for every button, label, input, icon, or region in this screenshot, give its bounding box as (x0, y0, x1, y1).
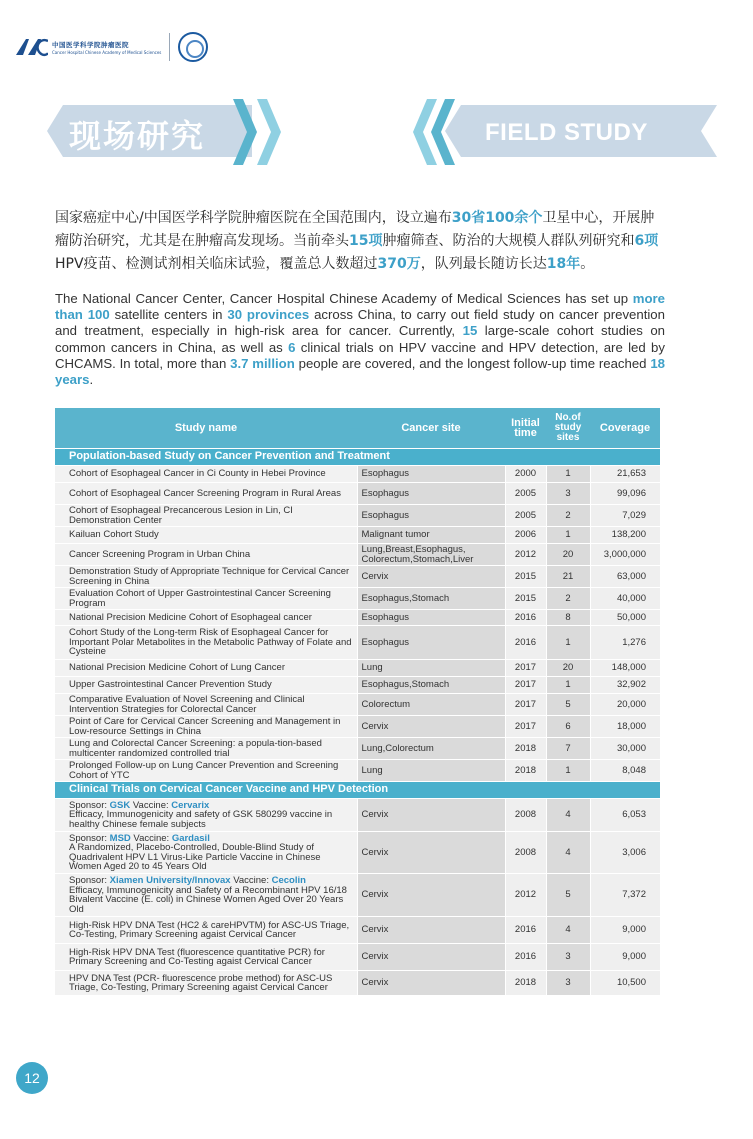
initial-time-cell: 2015 (505, 566, 546, 588)
study-name: Cohort of Esophageal Cancer in Ci County in Hebei Province (69, 468, 326, 480)
study-name: Efficacy, Immunogenicity and Safety of a Recombinant HPV 16/18 Bivalent Vaccine (E. coli) in Chinese Women Aged Over 20 Years Old (69, 884, 347, 915)
study-sites-cell: 1 (546, 760, 590, 782)
study-sites-cell: 5 (546, 694, 590, 716)
initial-time-cell: 2016 (505, 610, 546, 626)
coverage-cell: 3,006 (590, 832, 660, 874)
table-row (55, 716, 660, 738)
institution-logo-icon (14, 37, 48, 57)
study-sites-cell: 20 (546, 544, 590, 566)
study-sites-cell: 21 (546, 566, 590, 588)
vaccine-label: Vaccine: (130, 832, 172, 844)
study-name: Cohort of Esophageal Precancerous Lesion in Lin, CI Demonstration Center (69, 505, 293, 526)
chevron-right-icon (257, 99, 281, 165)
cancer-site-cell: Cervix (357, 799, 505, 832)
study-name: Upper Gastrointestinal Cancer Prevention Study (69, 679, 272, 691)
table-row (55, 483, 660, 505)
study-name-cell (55, 626, 357, 660)
study-name-cell (55, 971, 357, 996)
cancer-site-cell: Esophagus (357, 505, 505, 527)
intro-paragraph-cn: 国家癌症中心/中国医学科学院肿瘤医院在全国范围内，设立遍布30省100余个卫星中心，开展肿瘤防治研究，尤其是在肿瘤高发现场。当前牵头15项肿瘤筛查、防治的大规模人群队列研究和6项HPV疫苗、检测试剂相关临床试验，覆盖总人数超过370万，队列最长随访长达18年。 (55, 210, 659, 272)
study-name: Demonstration Study of Appropriate Technique for Cervical Cancer Screening in China (69, 566, 350, 587)
study-sites-cell: 8 (546, 610, 590, 626)
header-study-name: Study name (55, 408, 357, 449)
table-row (55, 971, 660, 996)
vaccine-name: Cecolin (271, 875, 306, 886)
section-population-based-title: Population-based Study on Cancer Prevention and Treatment (55, 449, 660, 466)
cancer-site-cell: Cervix (357, 566, 505, 588)
cancer-site-cell: Esophagus,Stomach (357, 677, 505, 694)
initial-time-cell: 2005 (505, 505, 546, 527)
study-sites-cell: 3 (546, 483, 590, 505)
study-name: A Randomized, Placebo-Controlled, Double-Blind Study of Quadrivalent HPV L1 Virus-Like Particle Vaccine in Chinese Women Aged 20 to 45 Years Old (69, 842, 321, 872)
table-row (55, 874, 660, 917)
chevron-right-icon (233, 99, 257, 165)
table-row (55, 738, 660, 760)
study-name: High-Risk HPV DNA Test (fluorescence quantitative PCR) for Primary Screening and Co-Testing agaist Cervical Cancer (69, 946, 325, 967)
sponsor-name: MSD (109, 832, 131, 844)
study-sites-cell: 4 (546, 799, 590, 832)
initial-time-cell: 2015 (505, 588, 546, 610)
logo-name-cn: 中国医学科学院肿瘤医院 (52, 40, 129, 49)
table-row (55, 566, 660, 588)
section-clinical-trials-title: Clinical Trials on Cervical Cancer Vaccine and HPV Detection (55, 782, 660, 799)
initial-time-cell: 2016 (505, 917, 546, 944)
cancer-site-cell: Lung (357, 660, 505, 677)
logo-name-en: Cancer Hospital Chinese Academy of Medical Sciences (52, 49, 162, 55)
table-row (55, 917, 660, 944)
study-name-cell (55, 716, 357, 738)
study-name-cell (55, 544, 357, 566)
cancer-site-cell: Cervix (357, 971, 505, 996)
table-row (55, 626, 660, 660)
coverage-cell: 99,096 (590, 483, 660, 505)
study-name-cell (55, 760, 357, 782)
study-name-cell (55, 677, 357, 694)
initial-time-cell: 2018 (505, 760, 546, 782)
study-name-cell (55, 738, 357, 760)
study-sites-cell: 4 (546, 917, 590, 944)
study-name: Cohort Study of the Long-term Risk of Esophageal Cancer for Important Polar Metabolites in the Metabolic Pathway of Folate and Cysteine (69, 627, 352, 658)
cancer-site-cell: Esophagus (357, 466, 505, 483)
study-name: Comparative Evaluation of Novel Screening and Clinical Intervention Strategies for Colorectal Cancer (69, 694, 305, 715)
cancer-site-cell: Cervix (357, 716, 505, 738)
header-initial-time: Initial time (505, 408, 546, 449)
coverage-cell: 7,372 (590, 874, 660, 917)
hospital-seal-icon (178, 32, 208, 62)
table-row (55, 799, 660, 832)
initial-time-cell: 2008 (505, 832, 546, 874)
initial-time-cell: 2017 (505, 716, 546, 738)
initial-time-cell: 2008 (505, 799, 546, 832)
logo-divider (169, 33, 170, 61)
initial-time-cell: 2005 (505, 483, 546, 505)
initial-time-cell: 2000 (505, 466, 546, 483)
study-name-cell (55, 832, 357, 874)
study-sites-cell: 1 (546, 677, 590, 694)
study-name-cell (55, 566, 357, 588)
cancer-site-cell: Cervix (357, 874, 505, 917)
study-name-cell (55, 527, 357, 544)
initial-time-cell: 2018 (505, 971, 546, 996)
coverage-cell: 63,000 (590, 566, 660, 588)
study-name-cell (55, 610, 357, 626)
study-name-cell (55, 694, 357, 716)
cancer-site-cell: Lung (357, 760, 505, 782)
coverage-cell: 50,000 (590, 610, 660, 626)
sponsor-label: Sponsor: (69, 799, 110, 811)
cancer-site-cell: Cervix (357, 944, 505, 971)
coverage-cell: 148,000 (590, 660, 660, 677)
study-name-cell (55, 874, 357, 917)
initial-time-cell: 2017 (505, 694, 546, 716)
cancer-site-cell: Cervix (357, 832, 505, 874)
coverage-cell: 21,653 (590, 466, 660, 483)
table-row (55, 944, 660, 971)
coverage-cell: 18,000 (590, 716, 660, 738)
header-logos (14, 30, 208, 64)
coverage-cell: 3,000,000 (590, 544, 660, 566)
coverage-cell: 1,276 (590, 626, 660, 660)
study-name: Lung and Colorectal Cancer Screening: a popula-tion-based multicenter randomized controlled trial (69, 738, 322, 759)
cancer-site-cell: Esophagus (357, 483, 505, 505)
table-row (55, 610, 660, 626)
page-number: 12 (16, 1062, 48, 1094)
cancer-site-cell: Esophagus (357, 610, 505, 626)
header-study-sites: No.of study sites (546, 408, 590, 449)
coverage-cell: 7,029 (590, 505, 660, 527)
table-row (55, 505, 660, 527)
table-row (55, 527, 660, 544)
study-name: Point of Care for Cervical Cancer Screening and Management in Low-resource Settings in China (69, 716, 341, 737)
cancer-site-cell: Esophagus (357, 626, 505, 660)
study-name: Kailuan Cohort Study (69, 529, 159, 541)
initial-time-cell: 2016 (505, 626, 546, 660)
header-cancer-site: Cancer site (357, 408, 505, 449)
study-name: National Precision Medicine Cohort of Lung Cancer (69, 662, 285, 674)
section-banner (47, 99, 717, 165)
study-name: Cancer Screening Program in Urban China (69, 548, 251, 560)
cancer-site-cell: Colorectum (357, 694, 505, 716)
initial-time-cell: 2017 (505, 677, 546, 694)
study-sites-cell: 1 (546, 466, 590, 483)
cancer-site-cell: Esophagus,Stomach (357, 588, 505, 610)
coverage-cell: 20,000 (590, 694, 660, 716)
table-row (55, 677, 660, 694)
intro-paragraph-en: The National Cancer Center, Cancer Hospital Chinese Academy of Medical Sciences has set up more than 100 satellite centers in 30 provinces across China, to carry out field study on cancer prevention and treatment, especially in high-risk area for cancer. Currently, 15 large-scale cohort studies on common cancers in China, as well as 6 clinical trials on HPV vaccine and HPV detection, are led by CHCAMS. In total, more than 3.7 million people are covered, and the longest follow-up time reached 18 years. (55, 291, 665, 388)
coverage-cell: 10,500 (590, 971, 660, 996)
vaccine-name: Gardasil (171, 832, 210, 844)
study-name-cell (55, 505, 357, 527)
table-row (55, 588, 660, 610)
initial-time-cell: 2016 (505, 944, 546, 971)
study-name: Prolonged Follow-up on Lung Cancer Prevention and Screening Cohort of YTC (69, 760, 339, 781)
study-sites-cell: 1 (546, 527, 590, 544)
cancer-site-cell: Malignant tumor (357, 527, 505, 544)
study-sites-cell: 2 (546, 505, 590, 527)
field-study-table (55, 408, 660, 996)
coverage-cell: 32,902 (590, 677, 660, 694)
cancer-site-cell: Cervix (357, 917, 505, 944)
banner-title-cn: 现场研究 (69, 117, 206, 155)
sponsor-name: Xiamen University/Innovax (109, 875, 231, 886)
study-name-cell (55, 588, 357, 610)
study-sites-cell: 5 (546, 874, 590, 917)
study-name-cell (55, 944, 357, 971)
vaccine-name: Cervarix (171, 799, 210, 811)
study-name: HPV DNA Test (PCR- fluorescence probe method) for ASC-US Triage, Co-Testing, Primary Screening agaist Cervical Cancer (69, 972, 333, 993)
initial-time-cell: 2017 (505, 660, 546, 677)
initial-time-cell: 2018 (505, 738, 546, 760)
study-sites-cell: 4 (546, 832, 590, 874)
study-sites-cell: 7 (546, 738, 590, 760)
table-row (55, 660, 660, 677)
study-name: Cohort of Esophageal Cancer Screening Program in Rural Areas (69, 487, 341, 499)
table-row (55, 544, 660, 566)
study-name-cell (55, 799, 357, 832)
sponsor-label: Sponsor: (69, 875, 110, 886)
study-name: National Precision Medicine Cohort of Esophageal cancer (69, 611, 312, 623)
cancer-site-cell: Lung,Breast,Esophagus, Colorectum,Stomach,Liver (357, 544, 505, 566)
coverage-cell: 9,000 (590, 917, 660, 944)
study-sites-cell: 1 (546, 626, 590, 660)
table-row (55, 466, 660, 483)
study-name-cell (55, 917, 357, 944)
study-name-cell (55, 660, 357, 677)
section-clinical-trials (55, 782, 660, 799)
coverage-cell: 6,053 (590, 799, 660, 832)
logo-text (52, 40, 161, 55)
initial-time-cell: 2012 (505, 874, 546, 917)
study-name-cell (55, 483, 357, 505)
study-name: Evaluation Cohort of Upper Gastrointestinal Cancer Screening Program (69, 588, 331, 609)
coverage-cell: 8,048 (590, 760, 660, 782)
study-name: High-Risk HPV DNA Test (HC2 & careHPVTM) for ASC-US Triage, Co-Testing, Primary Screening agaist Cervical Cancer (69, 919, 350, 940)
study-name-cell (55, 466, 357, 483)
study-sites-cell: 3 (546, 944, 590, 971)
sponsor-label: Sponsor: (69, 832, 110, 844)
study-sites-cell: 3 (546, 971, 590, 996)
table-row (55, 760, 660, 782)
coverage-cell: 40,000 (590, 588, 660, 610)
initial-time-cell: 2012 (505, 544, 546, 566)
study-sites-cell: 20 (546, 660, 590, 677)
table-row (55, 832, 660, 874)
section-population-based (55, 449, 660, 466)
vaccine-label: Vaccine: (230, 875, 272, 886)
study-sites-cell: 6 (546, 716, 590, 738)
sponsor-name: GSK (109, 799, 131, 811)
vaccine-label: Vaccine: (130, 799, 172, 811)
initial-time-cell: 2006 (505, 527, 546, 544)
coverage-cell: 30,000 (590, 738, 660, 760)
table-row (55, 694, 660, 716)
header-coverage: Coverage (590, 408, 660, 449)
coverage-cell: 138,200 (590, 527, 660, 544)
table-header-row (55, 408, 660, 449)
study-name: Efficacy, Immunogenicity and safety of GSK 580299 vaccine in healthy Chinese female subjects (69, 809, 333, 830)
coverage-cell: 9,000 (590, 944, 660, 971)
study-sites-cell: 2 (546, 588, 590, 610)
cancer-site-cell: Lung,Colorectum (357, 738, 505, 760)
banner-title-en: FIELD STUDY (485, 119, 648, 146)
